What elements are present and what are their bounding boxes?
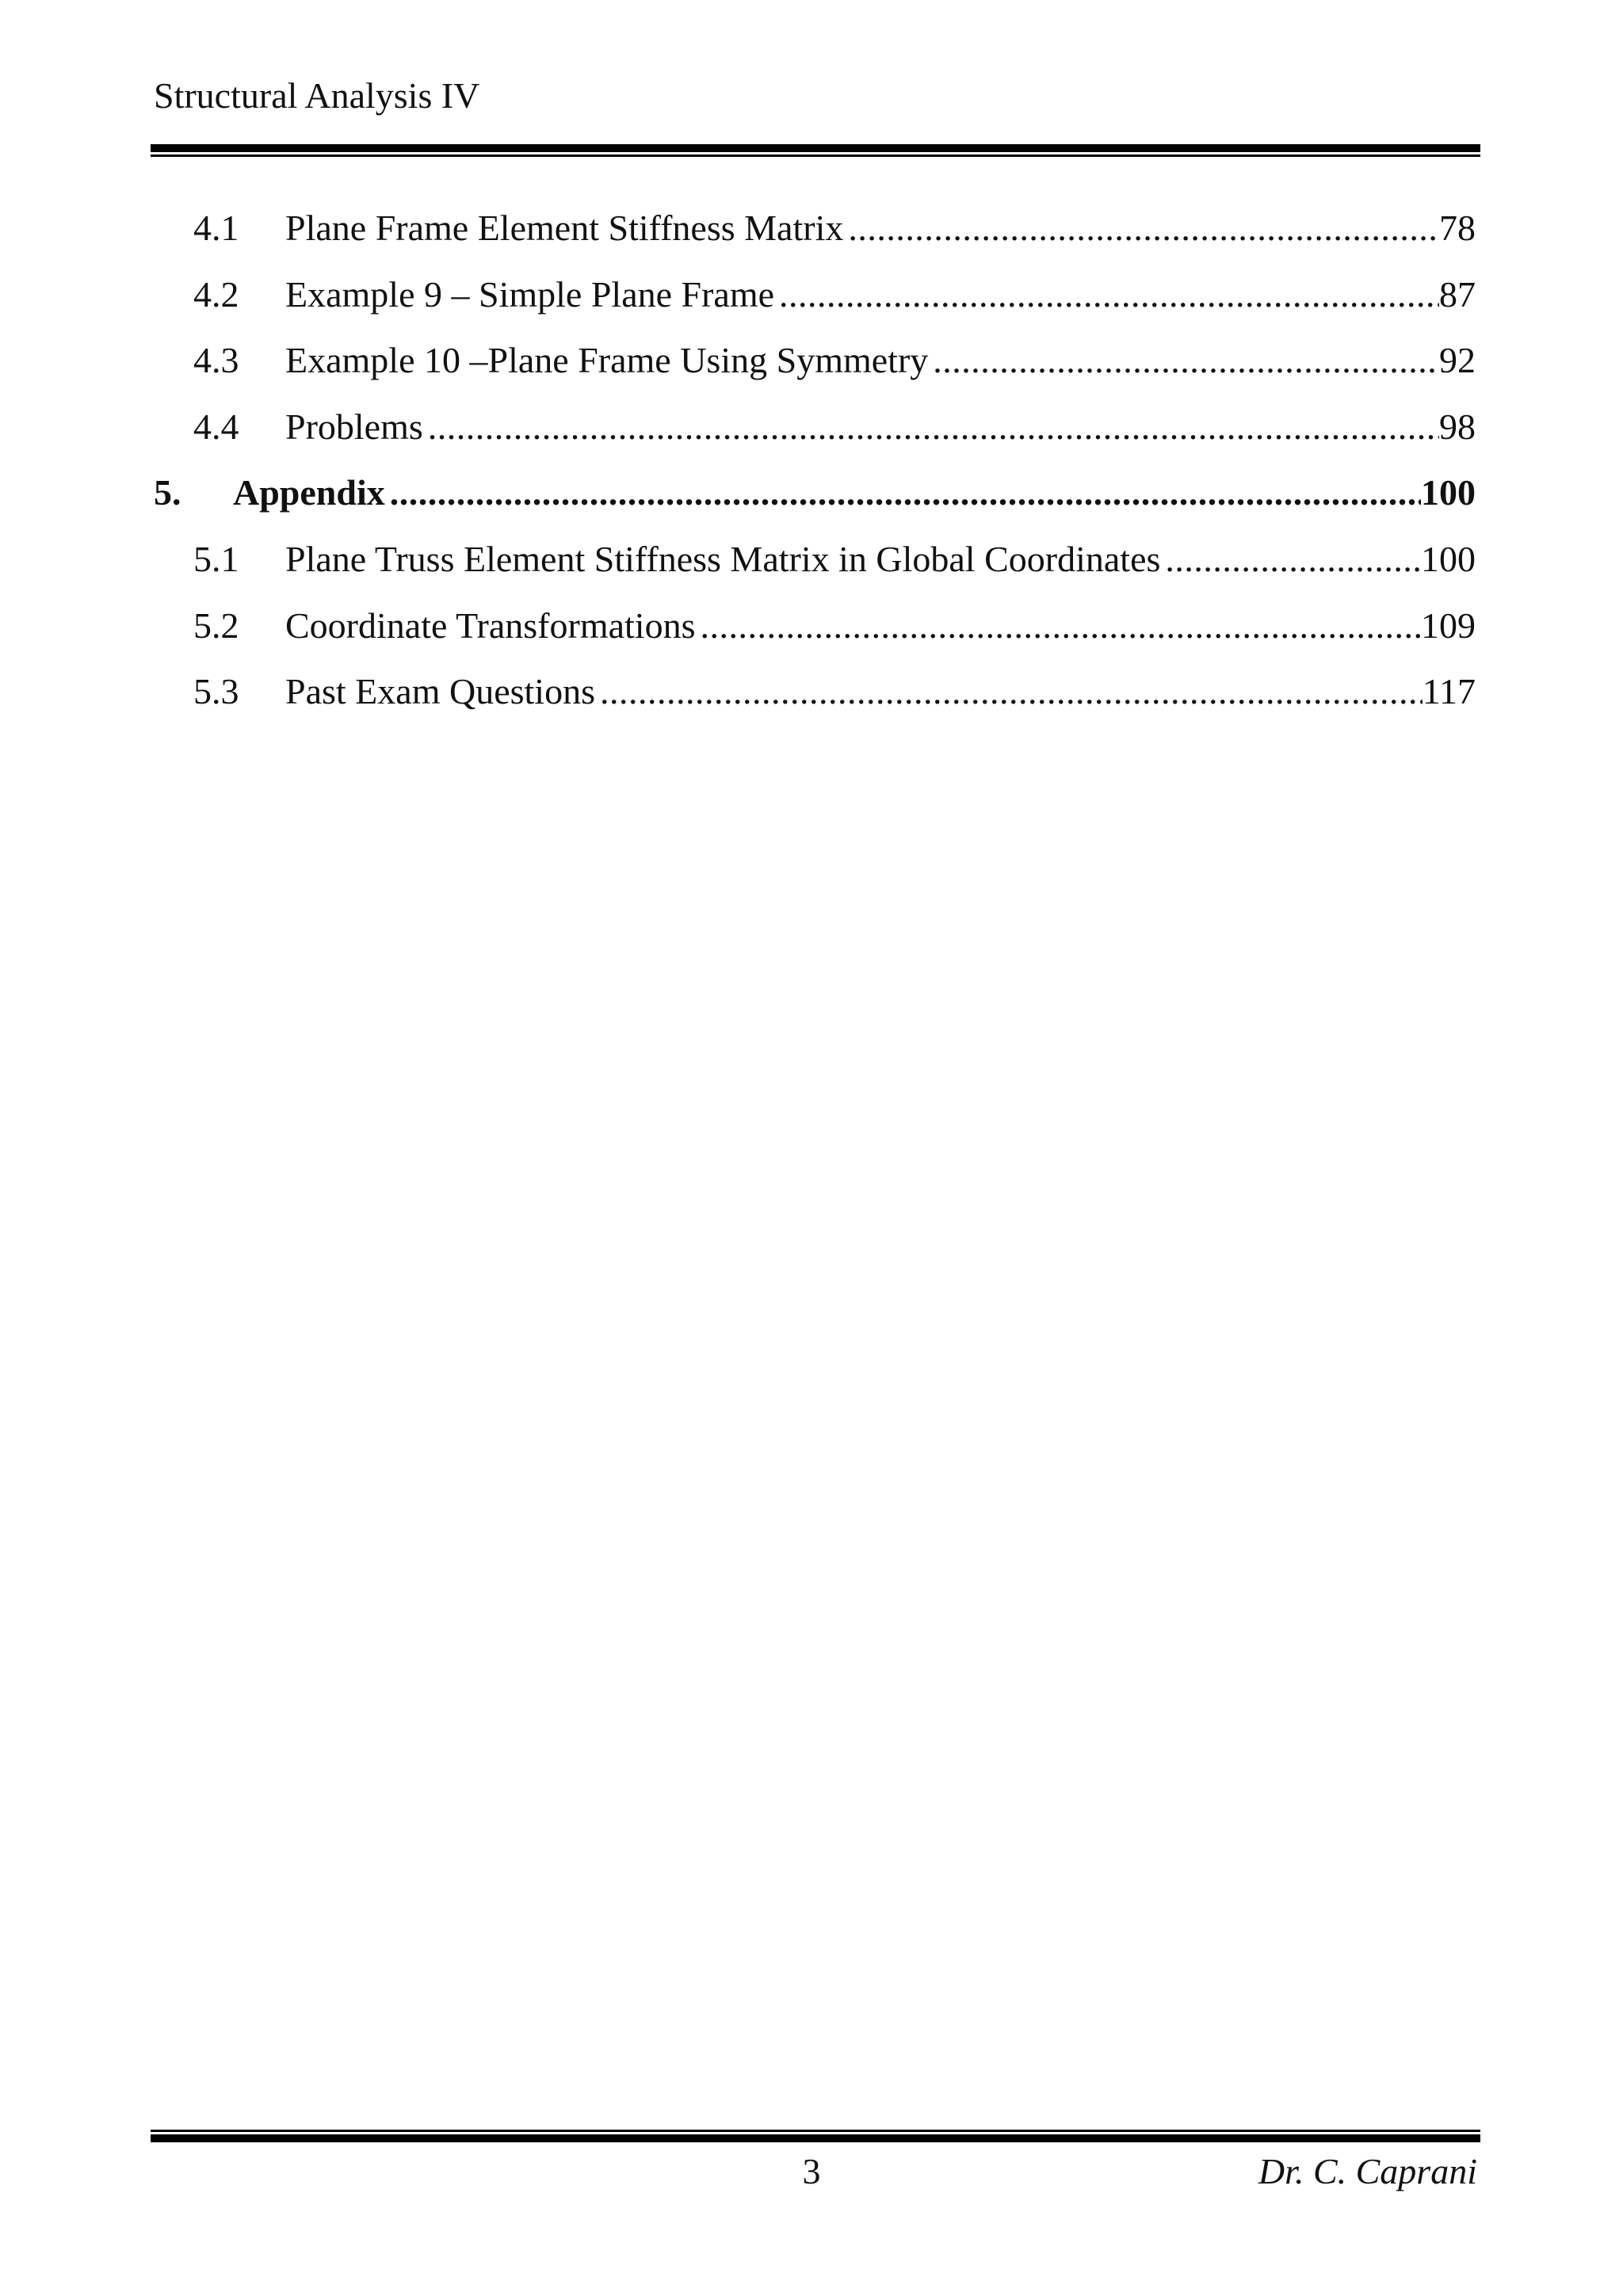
toc-entry-page: 100 — [1421, 472, 1476, 513]
toc-entry-page: 100 — [1421, 538, 1476, 579]
toc-entry[interactable] — [154, 274, 1476, 341]
toc-entry-number: 5.3 — [193, 671, 239, 712]
toc-entry-title: Example 10 –Plane Frame Using Symmetry — [285, 340, 929, 381]
toc-entry-title: Appendix — [233, 472, 385, 513]
toc-dot-leader — [385, 472, 1421, 514]
toc-entry-number: 5.2 — [193, 605, 239, 646]
toc-dot-leader — [595, 671, 1423, 713]
toc-entry[interactable] — [154, 605, 1476, 672]
toc-entry-page: 78 — [1439, 208, 1476, 248]
toc-dot-leader — [695, 605, 1421, 647]
footer-rule — [151, 2130, 1480, 2142]
toc-entry-title: Problems — [285, 406, 423, 447]
toc-dot-leader — [423, 406, 1439, 448]
toc-entry[interactable] — [154, 406, 1476, 473]
table-of-contents — [154, 208, 1476, 738]
toc-entry-title: Past Exam Questions — [285, 671, 595, 712]
toc-dot-leader — [1160, 539, 1421, 581]
toc-entry-title: Plane Frame Element Stiffness Matrix — [285, 208, 844, 248]
toc-entry-number: 5.1 — [193, 538, 239, 579]
page-number: 3 — [802, 2151, 821, 2191]
toc-entry-number: 4.1 — [193, 208, 239, 248]
running-header-title: Structural Analysis IV — [154, 75, 480, 116]
toc-entry[interactable] — [154, 340, 1476, 406]
toc-entry[interactable] — [154, 671, 1476, 738]
toc-entry-number: 4.4 — [193, 406, 239, 447]
toc-chapter-entry[interactable] — [154, 472, 1476, 539]
toc-entry-title: Coordinate Transformations — [285, 605, 696, 646]
toc-dot-leader — [774, 274, 1439, 316]
toc-dot-leader — [843, 208, 1439, 250]
toc-entry[interactable] — [154, 208, 1476, 274]
toc-entry[interactable] — [154, 539, 1476, 605]
header-rule — [151, 144, 1480, 157]
toc-entry-page: 87 — [1439, 273, 1476, 315]
toc-entry-page: 109 — [1421, 605, 1476, 646]
toc-entry-number: 4.3 — [193, 340, 239, 381]
toc-entry-number: 5. — [154, 472, 181, 513]
toc-entry-title: Plane Truss Element Stiffness Matrix in Global Coordinates — [285, 538, 1161, 579]
toc-entry-page: 117 — [1422, 671, 1476, 712]
footer-author: Dr. C. Caprani — [1258, 2151, 1477, 2191]
toc-entry-title: Example 9 – Simple Plane Frame — [285, 273, 775, 315]
toc-entry-number: 4.2 — [193, 273, 239, 315]
toc-entry-page: 98 — [1439, 406, 1476, 447]
toc-dot-leader — [928, 340, 1439, 382]
toc-entry-page: 92 — [1439, 340, 1476, 381]
